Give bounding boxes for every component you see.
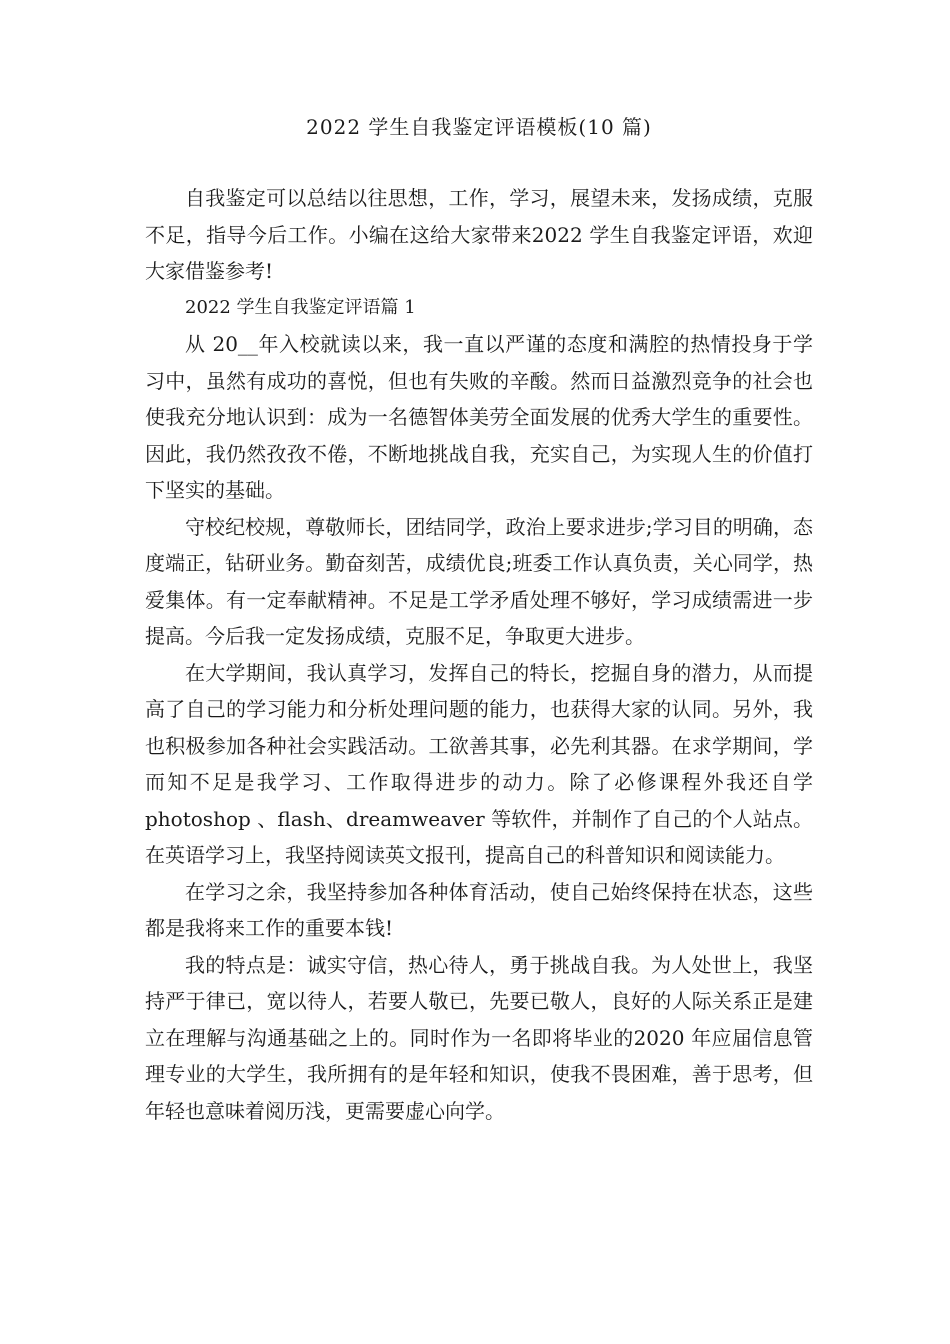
- intro-paragraph: 自我鉴定可以总结以往思想，工作，学习，展望未来，发扬成绩，克服不足，指导今后工作。小编在这给大家带来2022 学生自我鉴定评语，欢迎大家借鉴参考!: [145, 186, 813, 283]
- document-title: 2022 学生自我鉴定评语模板(10 篇): [306, 115, 652, 139]
- document-page: [145, 110, 813, 1129]
- section-heading: 2022 学生自我鉴定评语篇 1: [185, 296, 416, 318]
- body-paragraph: 我的特点是：诚实守信，热心待人，勇于挑战自我。为人处世上，我坚持严于律已，宽以待人，若要人敬已，先要已敬人，良好的人际关系正是建立在理解与沟通基础之上的。同时作为一名即将毕业的2020 年应届信息管理专业的大学生，我所拥有的是年轻和知识，使我不畏困难，善于思考，但年轻也意味着阅历浅，更需要虚心向学。: [145, 952, 813, 1123]
- body-paragraph: 从 20__年入校就读以来，我一直以严谨的态度和满腔的热情投身于学习中，虽然有成功的喜悦，但也有失败的辛酸。然而日益激烈竞争的社会也使我充分地认识到：成为一名德智体美劳全面发展的优秀大学生的重要性。因此，我仍然孜孜不倦，不断地挑战自我，充实自己，为实现人生的价值打下坚实的基础。: [145, 332, 813, 502]
- body-paragraph: 在学习之余，我坚持参加各种体育活动，使自己始终保持在状态，这些都是我将来工作的重要本钱!: [145, 879, 813, 940]
- body-paragraph: 在大学期间，我认真学习，发挥自己的特长，挖掘自身的潜力，从而提高了自己的学习能力和分析处理问题的能力，也获得大家的认同。另外，我也积极参加各种社会实践活动。工欲善其事，必先利其器。在求学期间，学而知不足是我学习、工作取得进步的动力。除了必修课程外我还自学 photoshop 、flash、dreamweaver 等软件，并制作了自己的个人站点。在英语学习上，我坚持阅读英文报刊，提高自己的科普知识和阅读能力。: [145, 660, 813, 867]
- body-paragraph: 守校纪校规，尊敬师长，团结同学，政治上要求进步;学习目的明确，态度端正，钻研业务。勤奋刻苦，成绩优良;班委工作认真负责，关心同学，热爱集体。有一定奉献精神。不足是工学矛盾处理不够好，学习成绩需进一步提高。今后我一定发扬成绩，克服不足，争取更大进步。: [145, 514, 813, 648]
